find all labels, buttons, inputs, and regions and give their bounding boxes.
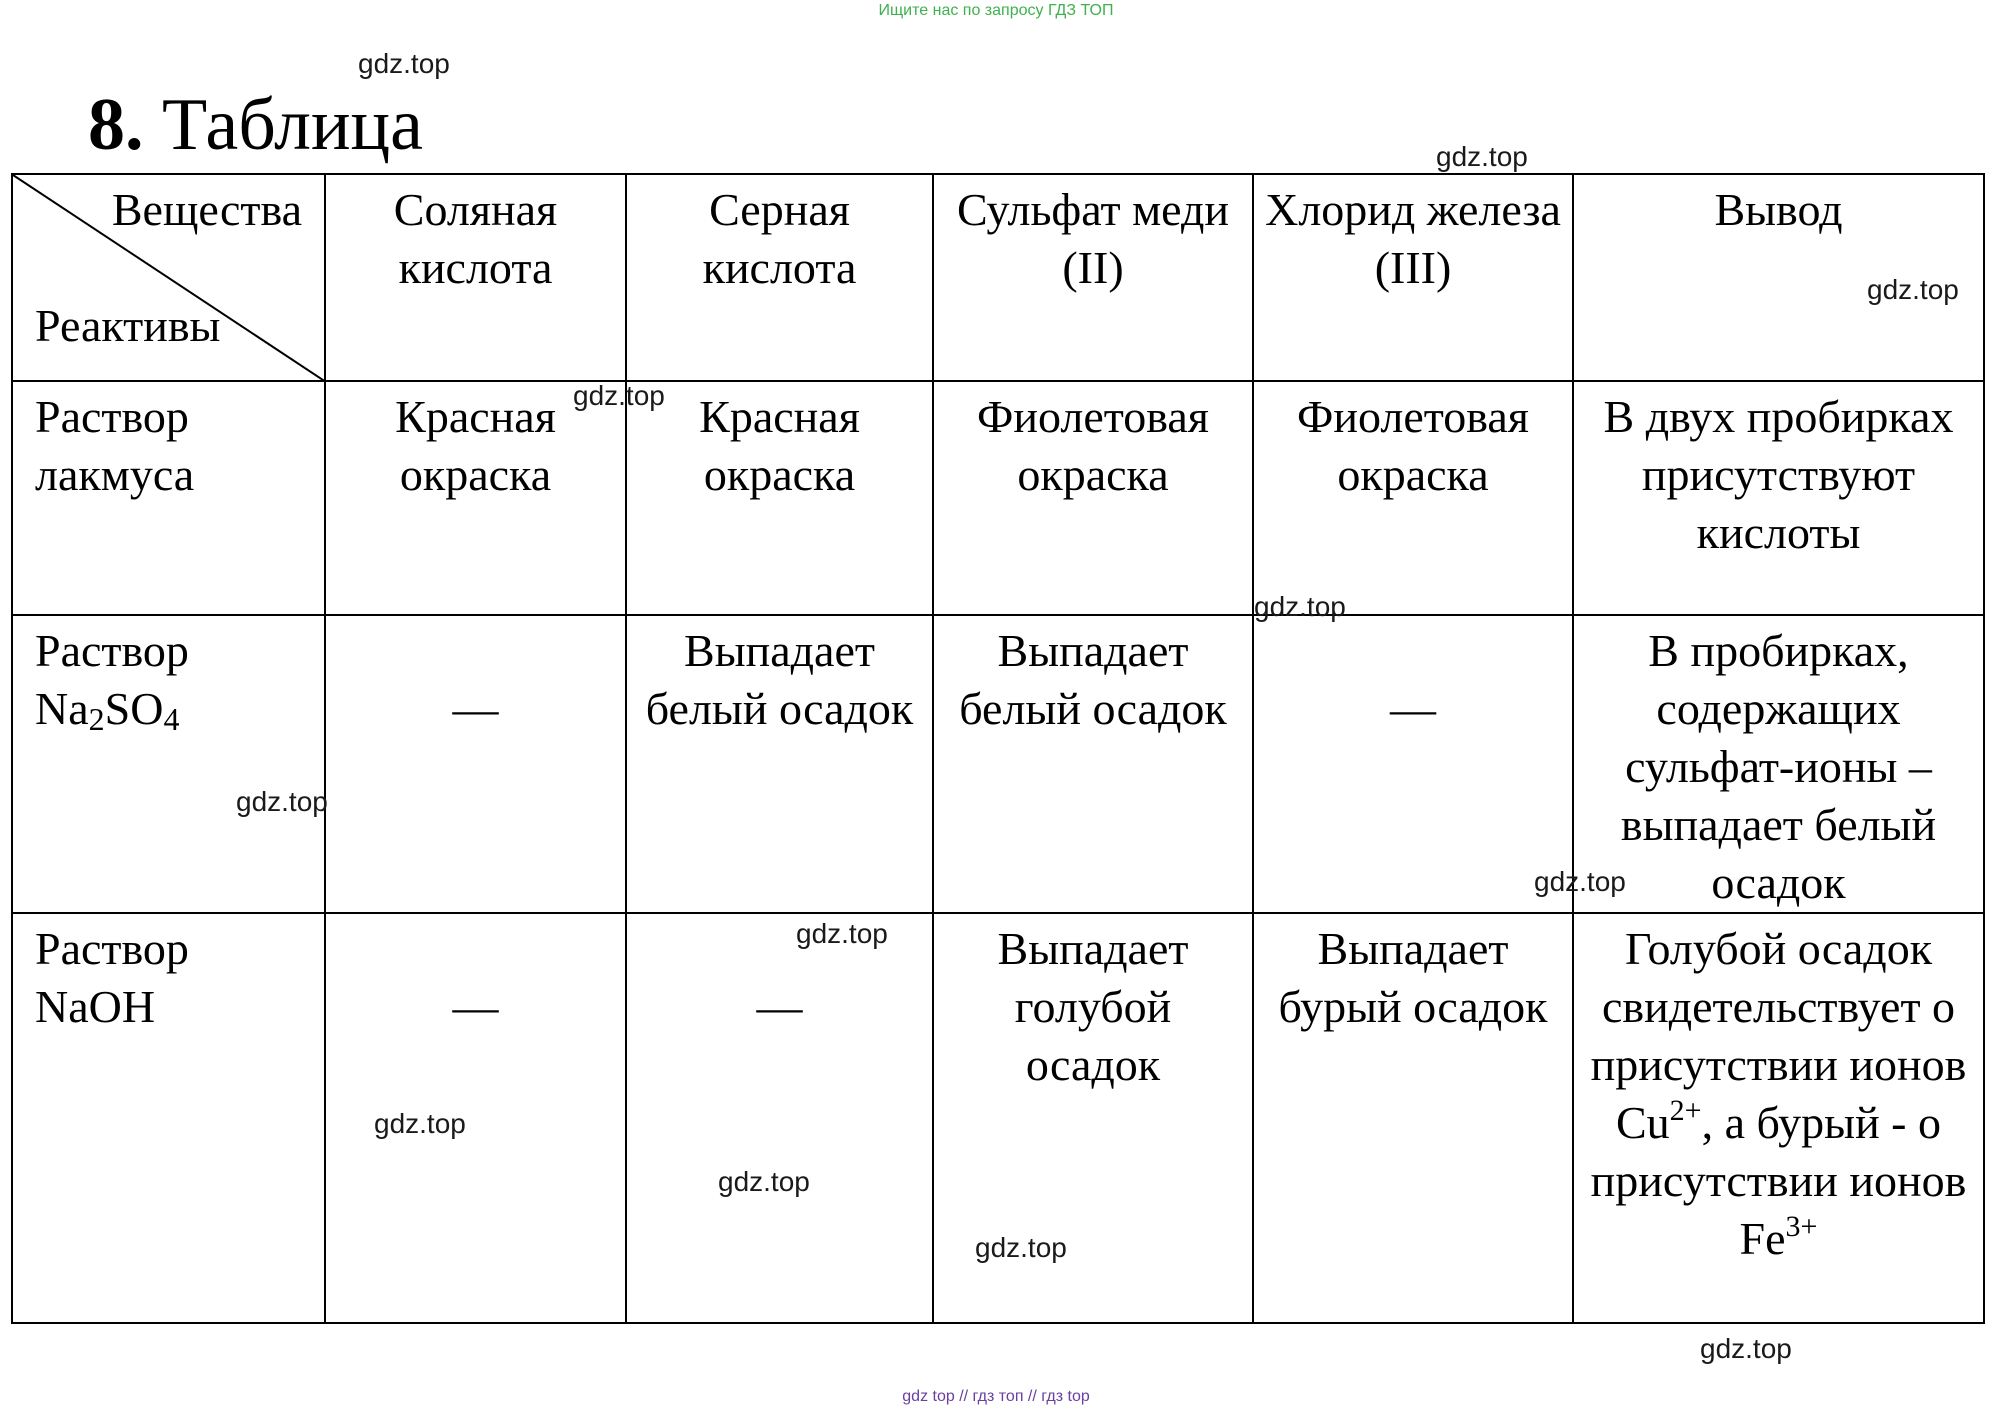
watermark: gdz.top <box>236 786 328 817</box>
dash-value: — <box>452 683 499 734</box>
watermark: gdz.top <box>1436 141 1528 172</box>
column-header: Серная кислота <box>626 174 933 381</box>
table-cell: Выпадает белый осадок <box>933 615 1253 913</box>
table-cell: Красная окраска <box>626 381 933 615</box>
row-header <box>12 615 325 913</box>
column-header: Хлорид железа (III) <box>1253 174 1573 381</box>
dash-value: — <box>756 981 803 1032</box>
reagent-mid: SO <box>104 683 164 734</box>
conclusion-cell: В пробирках, содержащих сульфат-ионы – выпадает белый осадок <box>1573 615 1984 913</box>
watermark: gdz.top <box>573 380 665 411</box>
subscript: 2 <box>88 701 105 737</box>
dash-value: — <box>452 981 499 1032</box>
table-row <box>12 615 1984 913</box>
watermark: gdz.top <box>358 48 450 79</box>
superscript: 2+ <box>1669 1094 1702 1127</box>
watermark: gdz.top <box>1254 591 1346 622</box>
table-cell: Фиолетовая окраска <box>933 381 1253 615</box>
corner-label-reagents: Реактивы <box>35 300 221 351</box>
watermark: gdz.top <box>374 1108 466 1139</box>
conclusion-text: Голубой осадок свидетельствует о присутствии ионов Cu <box>1590 923 1967 1148</box>
table-cell: Фиолетовая окраска <box>1253 381 1573 615</box>
superscript: 3+ <box>1785 1210 1818 1243</box>
watermark: gdz.top <box>1867 274 1959 305</box>
row-header: Раствор лакмуса <box>12 381 325 615</box>
table-cell: Выпадает голубой осадок <box>933 913 1253 1323</box>
watermark: gdz.top <box>975 1232 1067 1263</box>
corner-label-substances: Вещества <box>111 184 302 235</box>
title-text: Таблица <box>162 84 423 166</box>
page-title <box>88 84 423 166</box>
column-header: Вывод <box>1573 174 1984 381</box>
table-cell: Выпадает белый осадок <box>626 615 933 913</box>
watermark: gdz.top <box>1534 866 1626 897</box>
top-banner: Ищите нас по запросу ГДЗ ТОП <box>878 2 1114 19</box>
watermark: gdz.top <box>796 918 888 949</box>
corner-cell <box>12 174 325 381</box>
table-cell <box>325 615 626 913</box>
conclusion-text: , а бурый - о присутствии ионов Fe <box>1590 1097 1967 1264</box>
watermark: gdz.top <box>718 1166 810 1197</box>
column-header: Сульфат меди (II) <box>933 174 1253 381</box>
table-cell: Выпадает бурый осадок <box>1253 913 1573 1323</box>
row-header: Раствор NaOH <box>12 913 325 1323</box>
conclusion-cell <box>1573 913 1984 1323</box>
reagent-prefix: Раствор Na <box>35 625 189 734</box>
dash-value: — <box>1390 683 1436 734</box>
table-row <box>12 381 1984 615</box>
task-number: 8. <box>88 84 144 166</box>
reaction-table <box>11 173 1985 1324</box>
bottom-banner: gdz top // гдз топ // гдз top <box>902 1388 1090 1405</box>
table-cell: Красная окраска <box>325 381 626 615</box>
table-cell <box>1253 615 1573 913</box>
subscript: 4 <box>163 701 180 737</box>
table-cell <box>626 913 933 1323</box>
conclusion-cell: В двух пробирках присутствуют кислоты <box>1573 381 1984 615</box>
header-row <box>12 174 1984 381</box>
watermark: gdz.top <box>1700 1333 1792 1364</box>
table-cell <box>325 913 626 1323</box>
column-header: Соляная кислота <box>325 174 626 381</box>
